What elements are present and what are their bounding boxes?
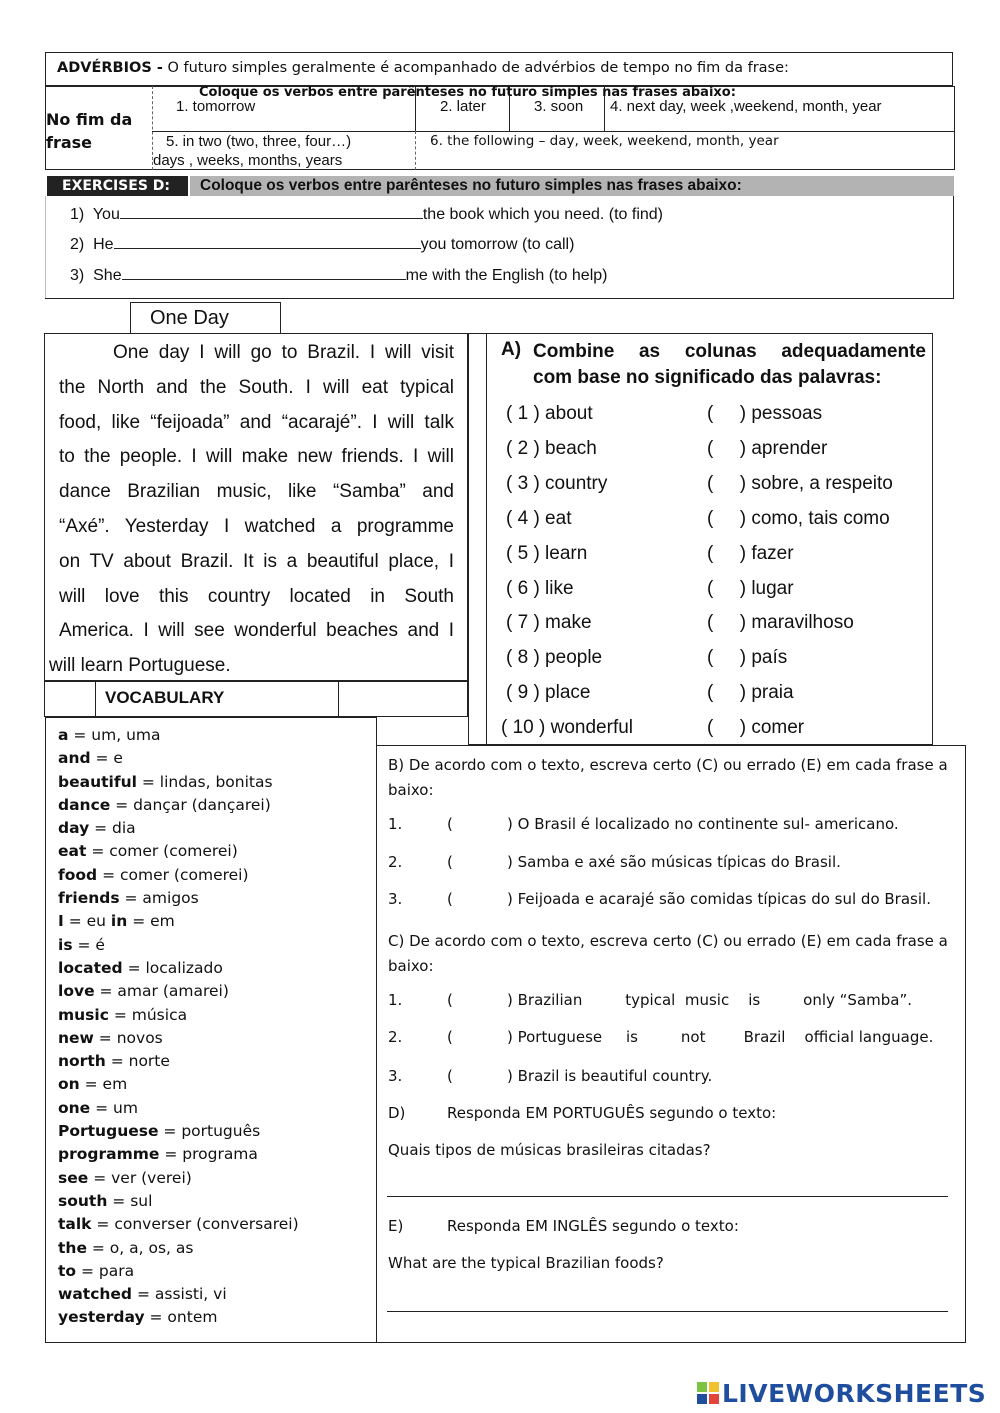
- vocab-translation: = e: [90, 749, 123, 768]
- vocab-translation: = converser (conversarei): [91, 1215, 299, 1234]
- section-c-item-text: ) Portuguese is not Brazil official language.: [507, 1028, 934, 1046]
- match-right-item[interactable]: ( ) sobre, a respeito: [707, 473, 893, 494]
- match-left-item: ( 1 ) about: [506, 403, 593, 424]
- vocab-word: yesterday: [58, 1308, 145, 1327]
- vocab-word: beautiful: [58, 772, 137, 791]
- matching-letter: A): [501, 339, 522, 360]
- answer-blank-1[interactable]: [120, 203, 423, 219]
- vocab-word: is: [58, 935, 73, 954]
- match-left-item: ( 2 ) beach: [506, 438, 597, 459]
- vocab-entry: [58, 1050, 299, 1073]
- match-left-item: ( 5 ) learn: [506, 543, 588, 564]
- section-e-question: What are the typical Brazilian foods?: [388, 1254, 664, 1272]
- vocab-word: the: [58, 1238, 87, 1257]
- sentence-number: 3): [70, 267, 85, 284]
- vocab-entry: [58, 1143, 299, 1166]
- adverbs-row-label-line1: No fim da: [46, 110, 133, 129]
- vocab-entry: [58, 957, 299, 980]
- adverb-item-5b: days , weeks, months, years: [153, 152, 343, 169]
- vocab-translation: = ontem: [144, 1308, 218, 1327]
- vocab-word: north: [58, 1052, 106, 1071]
- section-c-item-text: ) Brazilian typical music is only “Samba”.: [507, 991, 913, 1009]
- logo-square-green: [697, 1382, 707, 1392]
- vocab-translation: = em: [79, 1075, 128, 1094]
- adverbs-heading-text: O futuro simples geralmente é acompanhado de advérbios de tempo no fim da frase:: [167, 60, 789, 76]
- vocab-translation: = lindas, bonitas: [136, 772, 273, 791]
- vocab-word: love: [58, 982, 95, 1001]
- vocab-entry: [58, 1167, 299, 1190]
- vocab-translation: = norte: [105, 1052, 170, 1071]
- exercise-d-sentence-1: [70, 203, 663, 224]
- section-d-question: Quais tipos de músicas brasileiras citadas?: [388, 1141, 711, 1159]
- vocab-translation: = novos: [93, 1028, 163, 1047]
- vocab-entry: [58, 1260, 299, 1283]
- exercise-d-sentence-2: [70, 233, 574, 254]
- story-line: food, like “feijoada” and “acarajé”. I will talk: [59, 411, 454, 433]
- vocab-translation: = localizado: [122, 958, 223, 977]
- section-c-answer-paren[interactable]: (: [447, 1028, 453, 1046]
- adverbs-overlap-text: Coloque os verbos entre parênteses no futuro simples nas frases abaixo:: [199, 85, 736, 100]
- vocab-word: on: [58, 1075, 80, 1094]
- vocab-entry: [58, 840, 299, 863]
- match-right-item[interactable]: ( ) lugar: [707, 578, 794, 599]
- section-c-heading-line2: baixo:: [388, 957, 434, 975]
- section-c-item-number: 3.: [388, 1067, 403, 1085]
- exercise-d-instruction: Coloque os verbos entre parênteses no futuro simples nas frases abaixo:: [190, 176, 954, 196]
- exercise-d-bottom-border: [45, 298, 954, 299]
- vocab-translation: = um, uma: [68, 726, 161, 744]
- matching-instruction-line2: com base no significado das palavras:: [533, 367, 882, 388]
- vocab-word: south: [58, 1191, 108, 1210]
- matching-instruction-line1: Combine as colunas adequadamente: [533, 341, 926, 362]
- vocab-entry: [58, 1283, 299, 1306]
- vocab-entry: [58, 1120, 299, 1143]
- section-b-answer-paren[interactable]: (: [447, 890, 453, 908]
- vocab-translation: = programa: [159, 1145, 258, 1164]
- match-left-item: ( 10 ) wonderful: [501, 717, 634, 738]
- vocab-word: one: [58, 1098, 91, 1117]
- sentence-subject: He: [93, 236, 114, 253]
- vocab-entry: [58, 794, 299, 817]
- story-line: will learn Portuguese.: [49, 655, 231, 677]
- match-right-item[interactable]: ( ) praia: [707, 682, 794, 703]
- vocab-word: talk: [58, 1215, 92, 1234]
- adverb-item-3: 3. soon: [534, 98, 584, 115]
- vocab-word: I: [58, 912, 64, 931]
- vocab-entry: [58, 771, 299, 794]
- vocab-entry: [58, 1237, 299, 1260]
- section-b-item-number: 2.: [388, 853, 403, 871]
- logo-square-red: [709, 1394, 719, 1404]
- sentence-subject: You: [92, 206, 120, 223]
- section-b-item-text: ) Samba e axé são músicas típicas do Brasil.: [507, 853, 841, 871]
- section-d-heading: Responda EM PORTUGUÊS segundo o texto:: [447, 1104, 777, 1122]
- adverbs-heading-bold: ADVÉRBIOS -: [57, 60, 163, 76]
- answer-blank-3[interactable]: [122, 264, 406, 280]
- section-b-answer-paren[interactable]: (: [447, 815, 453, 833]
- section-b-heading-line2: baixo:: [388, 781, 434, 799]
- match-right-item[interactable]: ( ) fazer: [707, 543, 794, 564]
- vocab-entry: [58, 1004, 299, 1027]
- section-c-heading: [388, 929, 948, 979]
- liveworksheets-logo-mark: [697, 1382, 719, 1404]
- vocab-word: located: [58, 958, 123, 977]
- answer-blank-2[interactable]: [114, 233, 421, 249]
- story-line: dance Brazilian music, like “Samba” and: [59, 481, 454, 503]
- story-text: [49, 336, 454, 684]
- section-b-item-number: 1.: [388, 815, 403, 833]
- match-right-item[interactable]: ( ) país: [707, 647, 788, 668]
- vocab-translation: = comer (comerei): [97, 865, 249, 884]
- sentence-rest: me with the English (to help): [405, 267, 608, 284]
- logo-square-blue: [697, 1394, 707, 1404]
- vocab-word: music: [58, 1005, 109, 1024]
- section-c-item-number: 1.: [388, 991, 403, 1009]
- match-right-item[interactable]: ( ) pessoas: [707, 403, 823, 424]
- vocab-title: VOCABULARY: [105, 688, 225, 707]
- vocab-entry: [58, 747, 299, 770]
- section-c-heading-line1: C) De acordo com o texto, escreva certo (C) ou errado (E) em cada frase a: [388, 932, 948, 950]
- match-left-item: ( 8 ) people: [506, 647, 603, 668]
- vocab-translation: = sul: [107, 1191, 153, 1210]
- section-e-answer-line[interactable]: [387, 1311, 948, 1312]
- vocab-word: new: [58, 1028, 94, 1047]
- story-title: One Day: [150, 307, 229, 329]
- matching-instruction: [533, 339, 926, 391]
- vocab-translation: = música: [108, 1005, 188, 1024]
- section-e-heading: Responda EM INGLÊS segundo o texto:: [447, 1217, 739, 1235]
- adverbs-heading: [57, 60, 789, 76]
- adverb-item-1: 1. tomorrow: [176, 98, 256, 115]
- vocab-entry: [58, 864, 299, 887]
- vocab-translation: = o, a, os, as: [86, 1238, 194, 1257]
- sentence-rest: the book which you need. (to find): [422, 206, 663, 223]
- vocab-entry: [58, 1027, 299, 1050]
- section-e-label: E): [388, 1217, 404, 1235]
- exercise-d-label: EXERCISES D:: [47, 176, 188, 196]
- vocab-word: day: [58, 819, 90, 838]
- vocab-entry: [58, 1073, 299, 1096]
- vocab-word: dance: [58, 795, 111, 814]
- vocab-entry: [58, 887, 299, 910]
- vocab-translation: = dançar (dançarei): [110, 795, 271, 814]
- exercise-d-sentence-3: [70, 264, 607, 285]
- vocab-entry: [58, 817, 299, 840]
- section-c-item-number: 2.: [388, 1028, 403, 1046]
- liveworksheets-brand-text: LIVEWORKSHEETS: [722, 1378, 987, 1408]
- matching-inner-border: [486, 333, 487, 745]
- vocab-translation: = português: [158, 1122, 261, 1141]
- match-left-item: ( 6 ) like: [506, 578, 574, 599]
- sentence-rest: you tomorrow (to call): [420, 236, 575, 253]
- vocab-word: to: [58, 1261, 77, 1280]
- section-b-item-text: ) O Brasil é localizado no continente sul- americano.: [507, 815, 899, 833]
- vocab-word: programme: [58, 1145, 160, 1164]
- vocab-entry: [58, 1097, 299, 1120]
- vocab-translation: = amar (amarei): [94, 982, 229, 1001]
- match-right-item[interactable]: ( ) como, tais como: [707, 508, 890, 529]
- vocab-list: [58, 724, 299, 1330]
- section-b-heading: [388, 753, 948, 803]
- story-line: America. I will see wonderful beaches and I: [59, 620, 454, 642]
- vocab-entry: [58, 934, 299, 957]
- vocab-word: and: [58, 749, 91, 768]
- vocab-translation: = um: [90, 1098, 138, 1117]
- vocab-entry: [58, 1306, 299, 1329]
- adverbs-row-divider: [152, 131, 954, 132]
- match-left-item: ( 7 ) make: [506, 612, 592, 633]
- section-b-heading-line1: B) De acordo com o texto, escreva certo (C) ou errado (E) em cada frase a: [388, 756, 948, 774]
- story-line: “Axé”. Yesterday I watched a programme: [59, 515, 454, 537]
- vocab-translation: = ver (verei): [88, 1168, 192, 1187]
- vocab-entry: [58, 724, 299, 747]
- adverb-item-2: 2. later: [440, 98, 486, 115]
- sentence-number: 1): [70, 206, 85, 223]
- vocab-word: watched: [58, 1285, 133, 1304]
- vocab-entry: [58, 1213, 299, 1236]
- match-right-item[interactable]: ( ) maravilhoso: [707, 612, 854, 633]
- adverb-item-6: 6. the following – day, week, weekend, month, year: [430, 133, 779, 149]
- exercise-d-left-border: [45, 196, 46, 298]
- vocab-translation: = em: [127, 912, 175, 931]
- story-line: One day I will go to Brazil. I will visit: [113, 342, 454, 363]
- section-d-label: D): [388, 1104, 406, 1122]
- adverbs-row-label-line2: frase: [46, 133, 93, 152]
- story-line: will love this country located in South: [59, 585, 454, 607]
- sentence-subject: She: [93, 267, 122, 284]
- adverbs-col-divider-4: [415, 131, 416, 170]
- section-b-answer-paren[interactable]: (: [447, 853, 453, 871]
- logo-square-yellow: [709, 1382, 719, 1392]
- section-b-item-number: 3.: [388, 890, 403, 908]
- section-b-item-text: ) Feijoada e acarajé são comidas típicas do sul do Brasil.: [507, 890, 931, 908]
- vocab-word: in: [110, 912, 128, 931]
- match-right-item[interactable]: ( ) aprender: [707, 438, 828, 459]
- vocab-entry: [58, 910, 299, 933]
- vocab-translation: = amigos: [119, 889, 199, 908]
- story-line: on TV about Brazil. It is a beautiful place, I: [59, 550, 454, 572]
- vocab-translation: = eu: [63, 912, 111, 931]
- vocab-word: Portuguese: [58, 1122, 159, 1141]
- vocab-entry: [58, 980, 299, 1003]
- adverb-item-4: 4. next day, week ,weekend, month, year: [610, 98, 882, 115]
- section-c-answer-paren[interactable]: (: [447, 991, 453, 1009]
- vocab-title-divider-1: [95, 681, 96, 717]
- section-c-answer-paren[interactable]: (: [447, 1067, 453, 1085]
- vocab-translation: = é: [72, 935, 105, 954]
- story-line: the North and the South. I will eat typical: [59, 376, 454, 398]
- vocab-translation: = assisti, vi: [132, 1285, 227, 1304]
- vocab-title-divider-2: [338, 681, 339, 717]
- vocab-word: see: [58, 1168, 89, 1187]
- vocab-word: friends: [58, 889, 120, 908]
- sentence-number: 2): [70, 236, 85, 253]
- vocab-translation: = comer (comerei): [86, 842, 238, 861]
- exercise-d-right-border: [953, 196, 954, 298]
- match-left-item: ( 4 ) eat: [506, 508, 572, 529]
- match-left-item: ( 3 ) country: [506, 473, 608, 494]
- vocab-entry: [58, 1190, 299, 1213]
- match-left-item: ( 9 ) place: [506, 682, 591, 703]
- vocab-word: food: [58, 865, 98, 884]
- match-right-item[interactable]: ( ) comer: [707, 717, 805, 738]
- section-c-item-text: ) Brazil is beautiful country.: [507, 1067, 713, 1085]
- vocab-word: eat: [58, 842, 87, 861]
- vocab-word: a: [58, 726, 69, 744]
- adverb-item-5a: 5. in two (two, three, four…): [166, 133, 352, 150]
- story-line: to the people. I will make new friends. I will: [59, 446, 454, 468]
- section-d-answer-line[interactable]: [387, 1196, 948, 1197]
- vocab-translation: = para: [76, 1261, 135, 1280]
- vocab-translation: = dia: [89, 819, 136, 838]
- adverbs-row-label: [46, 108, 132, 154]
- liveworksheets-logo: [697, 1378, 986, 1408]
